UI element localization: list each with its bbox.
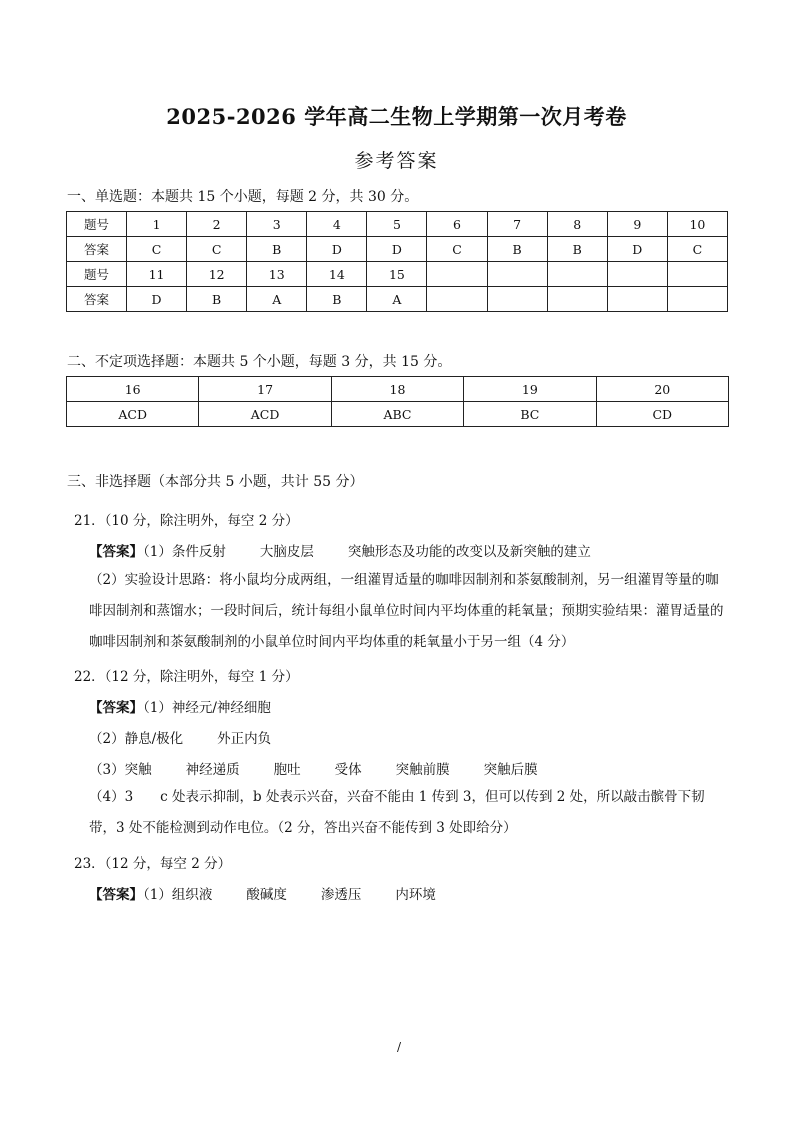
table-row [67, 287, 728, 312]
question-number: 13 [247, 262, 307, 287]
answer-tag: 【答案】 [89, 544, 143, 560]
row-label: 答案 [67, 287, 127, 312]
section2-heading: 二、不定项选择题：本题共 5 个小题，每题 3 分，共 15 分。 [67, 354, 452, 370]
page-subtitle: 参考答案 [354, 150, 439, 172]
answer-blank: 内环境 [395, 887, 436, 903]
table-row [67, 262, 728, 287]
question-number: 3 [247, 212, 307, 237]
table-row [67, 402, 729, 427]
answer-blank: 突触后膜 [483, 762, 538, 778]
answer-blank: （1）神经元/神经细胞 [143, 700, 271, 716]
answer-blank: 大脑皮层 [259, 544, 314, 560]
answer-blank: 突触前膜 [395, 762, 450, 778]
answer-tag: 【答案】 [89, 887, 143, 903]
answer-blank: 神经递质 [185, 762, 240, 778]
answer-cell: ACD [67, 402, 199, 427]
question-number: 11 [127, 262, 187, 287]
question-number: 14 [307, 262, 367, 287]
answer-cell: A [367, 287, 427, 312]
row-label: 题号 [67, 212, 127, 237]
q23-answer-line1 [89, 883, 436, 903]
answer-blank: 胞吐 [273, 762, 301, 778]
question-number: 7 [487, 212, 547, 237]
question-number: 10 [667, 212, 727, 237]
answer-cell: BC [464, 402, 596, 427]
answer-cell: C [127, 237, 187, 262]
answer-cell: B [307, 287, 367, 312]
answer-tag: 【答案】 [89, 700, 143, 716]
answer-cell: ACD [199, 402, 331, 427]
answer-cell: A [247, 287, 307, 312]
answer-cell: C [427, 237, 487, 262]
answer-cell: D [607, 237, 667, 262]
section3-heading: 三、非选择题（本部分共 5 小题，共计 55 分） [67, 474, 364, 490]
question-number: 8 [547, 212, 607, 237]
q22-answer-paragraph: （4）3 c 处表示抑制，b 处表示兴奋，兴奋不能由 1 传到 3，但可以传到 2 处，所以敲击髌骨下韧带，3 处不能检测到动作电位。（2 分，答出兴奋不能传到 3 处即给分） [89, 789, 705, 836]
answer-blank: 外正内负 [217, 731, 272, 747]
question-number: 20 [596, 377, 728, 402]
answer-cell: ABC [331, 402, 463, 427]
table-row [67, 237, 728, 262]
q22-answer-line1 [89, 696, 271, 716]
empty-cell [487, 287, 547, 312]
q22-header: 22．（12 分，除注明外，每空 1 分） [74, 669, 299, 685]
answer-cell: C [667, 237, 727, 262]
answer-cell: B [247, 237, 307, 262]
question-number: 5 [367, 212, 427, 237]
answer-blank: 受体 [334, 762, 362, 778]
answer-cell: B [487, 237, 547, 262]
empty-cell [427, 262, 487, 287]
q21-answer-paragraph: （2）实验设计思路：将小鼠均分成两组，一组灌胃适量的咖啡因制剂和茶氨酸制剂，另一组灌胃等量的咖啡因制剂和蒸馏水；一段时间后，统计每组小鼠单位时间内平均体重的耗氧量；预期实验结果：灌胃适量的咖啡因制剂和茶氨酸制剂的小鼠单位时间内平均体重的耗氧量小于另一组（4 分） [89, 572, 724, 650]
multiple-choice-answer-table [66, 376, 729, 427]
question-number: 17 [199, 377, 331, 402]
answer-blank: 突触形态及功能的改变以及新突触的建立 [347, 544, 591, 560]
answer-cell: B [187, 287, 247, 312]
empty-cell [547, 287, 607, 312]
empty-cell [607, 262, 667, 287]
page-number: / [397, 1040, 402, 1054]
question-number: 18 [331, 377, 463, 402]
q21-header: 21．（10 分，除注明外，每空 2 分） [74, 513, 299, 529]
question-number: 2 [187, 212, 247, 237]
q22-answer-line2 [89, 727, 271, 747]
row-label: 题号 [67, 262, 127, 287]
table-row [67, 212, 728, 237]
empty-cell [667, 262, 727, 287]
q22-answer-line3 [89, 758, 538, 778]
answer-blank: （2）静息/极化 [89, 731, 184, 747]
empty-cell [487, 262, 547, 287]
question-number: 9 [607, 212, 667, 237]
single-choice-answer-table [66, 211, 728, 312]
question-number: 1 [127, 212, 187, 237]
page-title: 2025-2026 学年高二生物上学期第一次月考卷 [166, 104, 627, 129]
answer-cell: CD [596, 402, 728, 427]
answer-cell: D [367, 237, 427, 262]
empty-cell [607, 287, 667, 312]
empty-cell [667, 287, 727, 312]
empty-cell [427, 287, 487, 312]
question-number: 15 [367, 262, 427, 287]
answer-cell: B [547, 237, 607, 262]
question-number: 12 [187, 262, 247, 287]
answer-blank: （3）突触 [89, 762, 152, 778]
section1-heading: 一、单选题：本题共 15 个小题，每题 2 分，共 30 分。 [67, 189, 419, 205]
row-label: 答案 [67, 237, 127, 262]
answer-cell: C [187, 237, 247, 262]
question-number: 4 [307, 212, 367, 237]
empty-cell [547, 262, 607, 287]
answer-blank: （1）条件反射 [143, 544, 226, 560]
q21-answer-line1 [89, 540, 591, 560]
answer-blank: （1）组织液 [143, 887, 213, 903]
table-row [67, 377, 729, 402]
question-number: 19 [464, 377, 596, 402]
question-number: 16 [67, 377, 199, 402]
answer-cell: D [127, 287, 187, 312]
q23-header: 23．（12 分，每空 2 分） [74, 856, 232, 872]
answer-cell: D [307, 237, 367, 262]
question-number: 6 [427, 212, 487, 237]
answer-blank: 渗透压 [320, 887, 362, 903]
answer-blank: 酸碱度 [246, 887, 287, 903]
